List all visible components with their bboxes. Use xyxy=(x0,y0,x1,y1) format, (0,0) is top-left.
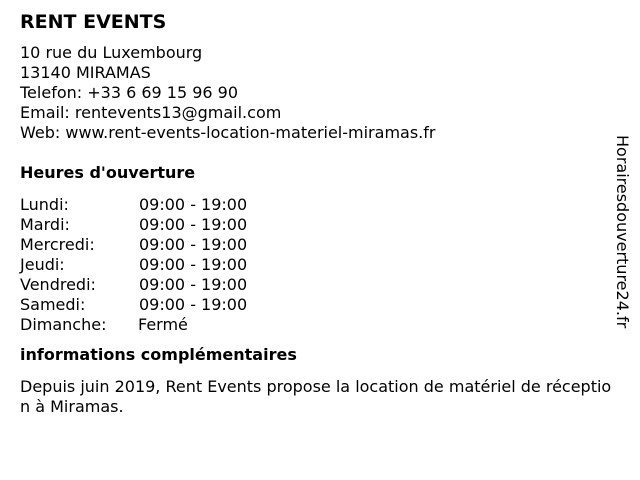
time-value: 09:00 - 19:00 xyxy=(139,275,248,294)
business-card xyxy=(20,10,620,417)
phone-text: Telefon: +33 6 69 15 96 90 xyxy=(20,83,239,102)
day-label: Mardi: xyxy=(20,215,70,234)
hours-row-saturday xyxy=(20,295,620,315)
opening-hours-heading: Heures d'ouverture xyxy=(20,163,196,182)
address-block xyxy=(20,43,620,143)
day-label: Mercredi: xyxy=(20,235,95,254)
business-name: RENT EVENTS xyxy=(20,11,167,33)
day-label: Vendredi: xyxy=(20,275,96,294)
hours-row-monday xyxy=(20,195,620,215)
email-text: Email: rentevents13@gmail.com xyxy=(20,103,282,122)
hours-row-friday xyxy=(20,275,620,295)
day-label: Jeudi: xyxy=(20,255,65,274)
opening-hours-table xyxy=(20,195,620,335)
hours-row-wednesday xyxy=(20,235,620,255)
day-label: Lundi: xyxy=(20,195,69,214)
address-street: 10 rue du Luxembourg xyxy=(20,43,203,62)
website-text: Web: www.rent-events-location-materiel-miramas.fr xyxy=(20,123,436,142)
hours-row-thursday xyxy=(20,255,620,275)
additional-info-text: Depuis juin 2019, Rent Events propose la location de matériel de réception à Miramas. xyxy=(20,377,612,416)
time-value: Fermé xyxy=(138,315,188,334)
time-value: 09:00 - 19:00 xyxy=(139,195,248,214)
time-value: 09:00 - 19:00 xyxy=(139,255,248,274)
time-value: 09:00 - 19:00 xyxy=(139,295,248,314)
hours-row-tuesday xyxy=(20,215,620,235)
day-label: Samedi: xyxy=(20,295,86,314)
hours-row-sunday xyxy=(20,315,620,335)
additional-info-heading: informations complémentaires xyxy=(20,345,297,364)
time-value: 09:00 - 19:00 xyxy=(139,235,248,254)
site-watermark: Horairesdouverture24.fr xyxy=(613,135,632,329)
day-label: Dimanche: xyxy=(20,315,107,334)
address-city: 13140 MIRAMAS xyxy=(20,63,151,82)
time-value: 09:00 - 19:00 xyxy=(139,215,248,234)
